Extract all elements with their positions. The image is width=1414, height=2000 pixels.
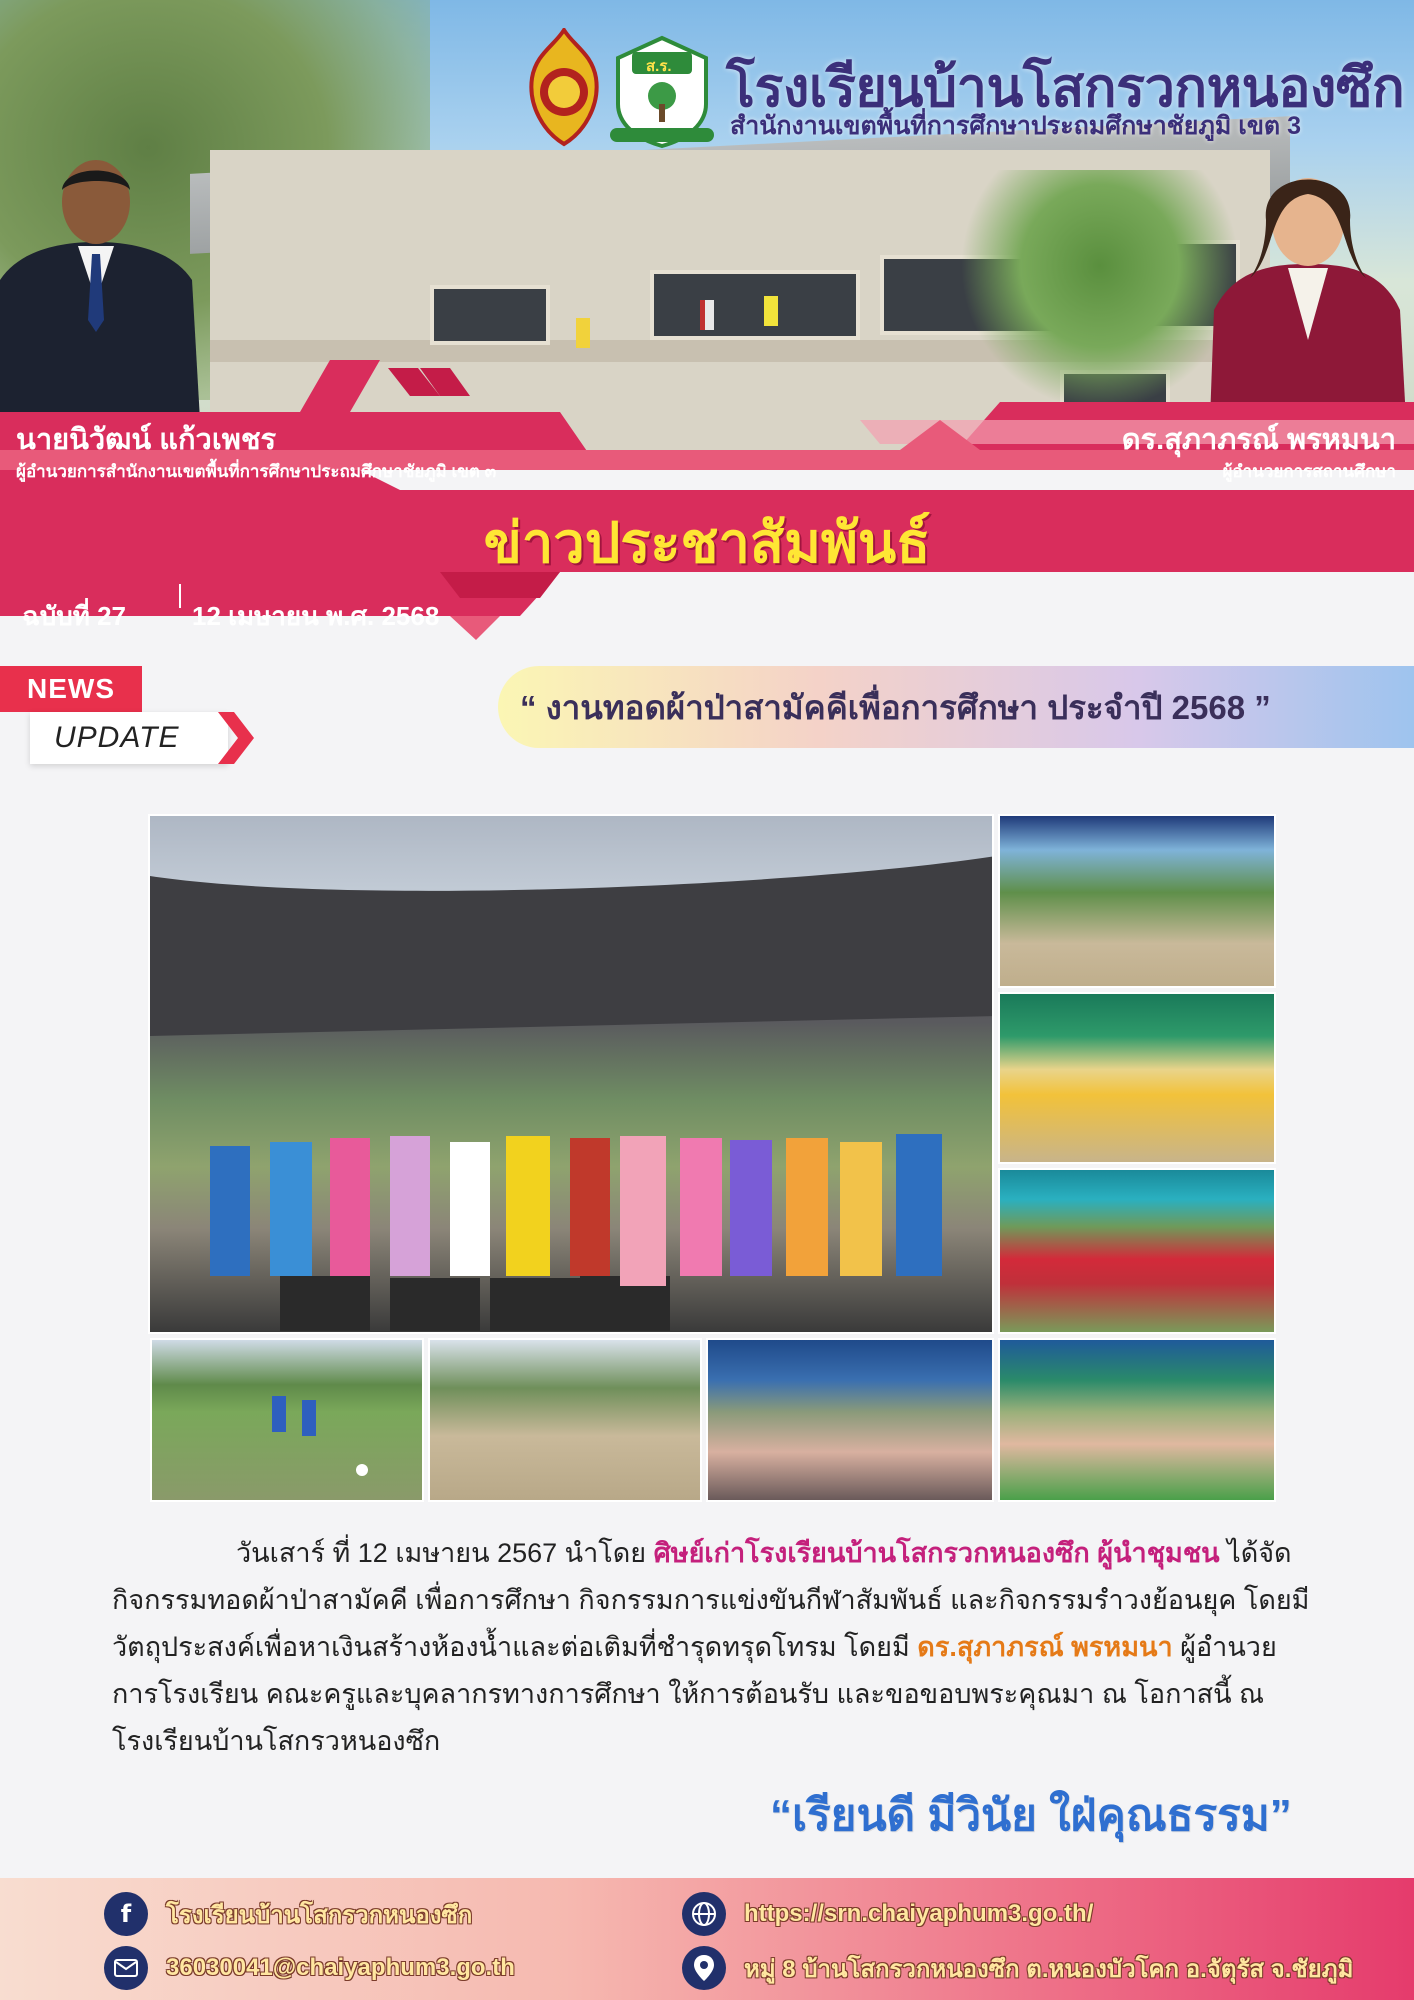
left-person-position: ผู้อำนวยการสำนักงานเขตพื้นที่การศึกษาประถมศึกษาชัยภูมิ เขต ๓ (16, 462, 497, 481)
article-text-2: ได้จัดกิจกรรมทอดผ้าป่าสามัคคี เพื่อการศึกษา กิจกรรมการแข่งขันกีฬาสัมพันธ์ และกิจกรรมรำวงย้อนยุค โดยมีวัตถุประสงค์เพื่อหาเงินสร้างห้องน้ำและต่อเติมที่ชำรุดทรุดโทรม โดยมี (112, 1538, 1310, 1662)
footer-facebook[interactable] (104, 1892, 472, 1936)
office-name: สำนักงานเขตพื้นที่การศึกษาประถมศึกษาชัยภูมิ เขต 3 (730, 112, 1302, 140)
update-badge: UPDATE (30, 712, 228, 764)
flag (700, 300, 714, 330)
event-photo-food (706, 1338, 994, 1502)
event-photo-money-tree (998, 992, 1276, 1164)
article-highlight-director: ดร.สุภาภรณ์ พรหมนา (917, 1632, 1173, 1662)
article-body (112, 1530, 1312, 1765)
school-name: โรงเรียนบ้านโสกรวกหนองซึก (726, 58, 1405, 118)
left-person-name: นายนิวัฒน์ แก้วเพชร (16, 424, 277, 456)
website-text: https://srn.chaiyaphum3.go.th/ (744, 1900, 1094, 1927)
location-pin-icon (682, 1946, 726, 1990)
event-photo-group (998, 814, 1276, 988)
obec-logo (522, 28, 606, 152)
event-photo-team (998, 1168, 1276, 1334)
facebook-text: โรงเรียนบ้านโสกรวกหนองซึก (166, 1901, 473, 1929)
headline: ข่าวประชาสัมพันธ์ (483, 511, 931, 574)
address-text: หมู่ 8 บ้านโสกรวกหนองซึก ต.หนองบัวโคก อ.จัตุรัส จ.ชัยภูมิ (744, 1955, 1354, 1983)
globe-icon (682, 1892, 726, 1936)
school-logo-text: ส.ร. (646, 58, 672, 75)
news-badge: NEWS (0, 666, 142, 712)
issue-number: ฉบับที่ 27 (22, 601, 126, 631)
school-motto: “เรียนดี มีวินัย ใฝ่คุณธรรม” (770, 1791, 1292, 1840)
building-window (430, 285, 550, 345)
event-photo-guests (998, 1338, 1276, 1502)
news-topic: “ งานทอดผ้าป่าสามัคคีเพื่อการศึกษา ประจำปี 2568 ” (498, 666, 1414, 748)
flag (764, 296, 778, 326)
school-logo (606, 34, 718, 154)
right-person-name: ดร.สุภาภรณ์ พรหมนา (1121, 424, 1396, 456)
footer-email[interactable] (104, 1946, 515, 1990)
email-icon (104, 1946, 148, 1990)
email-text: 36030041@chaiyaphum3.go.th (166, 1954, 515, 1981)
main-event-photo (148, 814, 994, 1334)
event-photo-volleyball (428, 1338, 702, 1502)
facebook-icon: f (104, 1892, 148, 1936)
article-text-3: ผู้อำนวยการโรงเรียน คณะครูและบุคลากรทางการศึกษา ให้การต้อนรับ และขอขอบพระคุณมา ณ โอกาสนี้ ณ โรงเรียนบ้านโสกรวหนองซึก (112, 1632, 1277, 1756)
article-text-1: วันเสาร์ ที่ 12 เมษายน 2567 นำโดย (236, 1538, 654, 1568)
footer-website[interactable] (682, 1892, 1093, 1936)
footer-address (682, 1946, 1353, 1990)
event-photo-football (150, 1338, 424, 1502)
right-person-position: ผู้อำนวยการสถานศึกษา (1222, 462, 1396, 481)
article-highlight-alumni: ศิษย์เก่าโรงเรียนบ้านโสกรวกหนองซึก ผู้นำชุมชน (653, 1538, 1220, 1568)
flag (576, 318, 590, 348)
issue-date: 12 เมษายน พ.ศ. 2568 (192, 601, 440, 631)
footer (0, 1878, 1414, 2000)
building-window (650, 270, 860, 340)
chevron-right-icon (214, 708, 258, 768)
